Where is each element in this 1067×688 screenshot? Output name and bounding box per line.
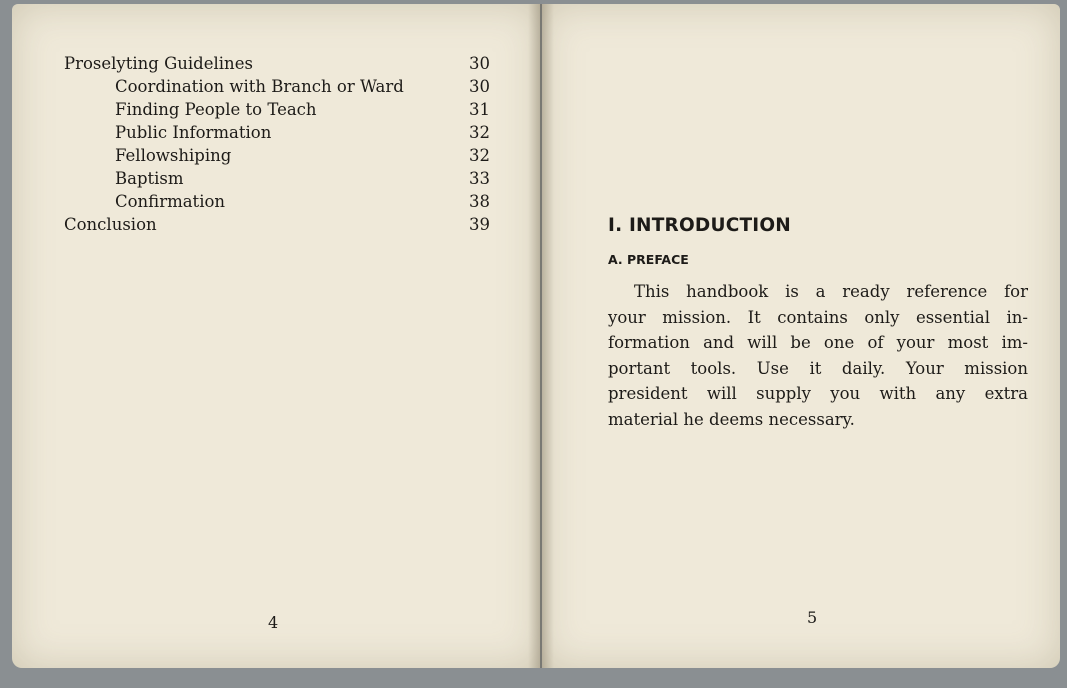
toc-entry bbox=[64, 190, 490, 213]
preface-body bbox=[608, 279, 1028, 432]
toc-entry-page: 39 bbox=[469, 215, 490, 234]
toc-entry-page: 31 bbox=[469, 100, 490, 119]
toc-entry-page: 32 bbox=[469, 146, 490, 165]
toc-entry bbox=[64, 75, 490, 98]
toc-entry-page: 33 bbox=[469, 169, 490, 188]
body-line: This handbook is a ready reference for bbox=[634, 282, 1028, 301]
body-line: material he deems necessary. bbox=[608, 409, 855, 429]
left-page-number: 4 bbox=[268, 613, 279, 632]
toc-entry-title: Proselyting Guidelines bbox=[64, 54, 253, 73]
toc-entry-page: 30 bbox=[469, 77, 490, 96]
section-title: I. INTRODUCTION bbox=[608, 215, 791, 236]
subsection-title: A. PREFACE bbox=[608, 252, 689, 267]
body-line: president will supply you with any extra bbox=[608, 384, 1028, 403]
toc-entry-title: Baptism bbox=[115, 169, 184, 188]
toc-entry bbox=[64, 52, 490, 75]
toc-entry-title: Coordination with Branch or Ward bbox=[115, 77, 404, 96]
toc-entry-title: Public Information bbox=[115, 123, 272, 142]
book-gutter bbox=[528, 4, 554, 668]
toc-entry-page: 38 bbox=[469, 192, 490, 211]
toc-entry-title: Conclusion bbox=[64, 215, 157, 234]
toc-entry-title: Confirmation bbox=[115, 192, 226, 211]
body-line: formation and will be one of your most im- bbox=[608, 333, 1028, 352]
toc-entry bbox=[64, 121, 490, 144]
toc-entry-page: 30 bbox=[469, 54, 490, 73]
toc-entry bbox=[64, 167, 490, 190]
toc-entry bbox=[64, 213, 490, 236]
toc-entry bbox=[64, 144, 490, 167]
body-line: portant tools. Use it daily. Your mission bbox=[608, 358, 1028, 378]
right-page-number: 5 bbox=[807, 608, 818, 627]
toc-entry-title: Finding People to Teach bbox=[115, 100, 317, 119]
toc-entry-page: 32 bbox=[469, 123, 490, 142]
toc-entry-title: Fellowshiping bbox=[115, 146, 232, 165]
body-line: your mission. It contains only essential in- bbox=[608, 307, 1028, 327]
toc-entry bbox=[64, 98, 490, 121]
table-of-contents bbox=[64, 52, 490, 236]
